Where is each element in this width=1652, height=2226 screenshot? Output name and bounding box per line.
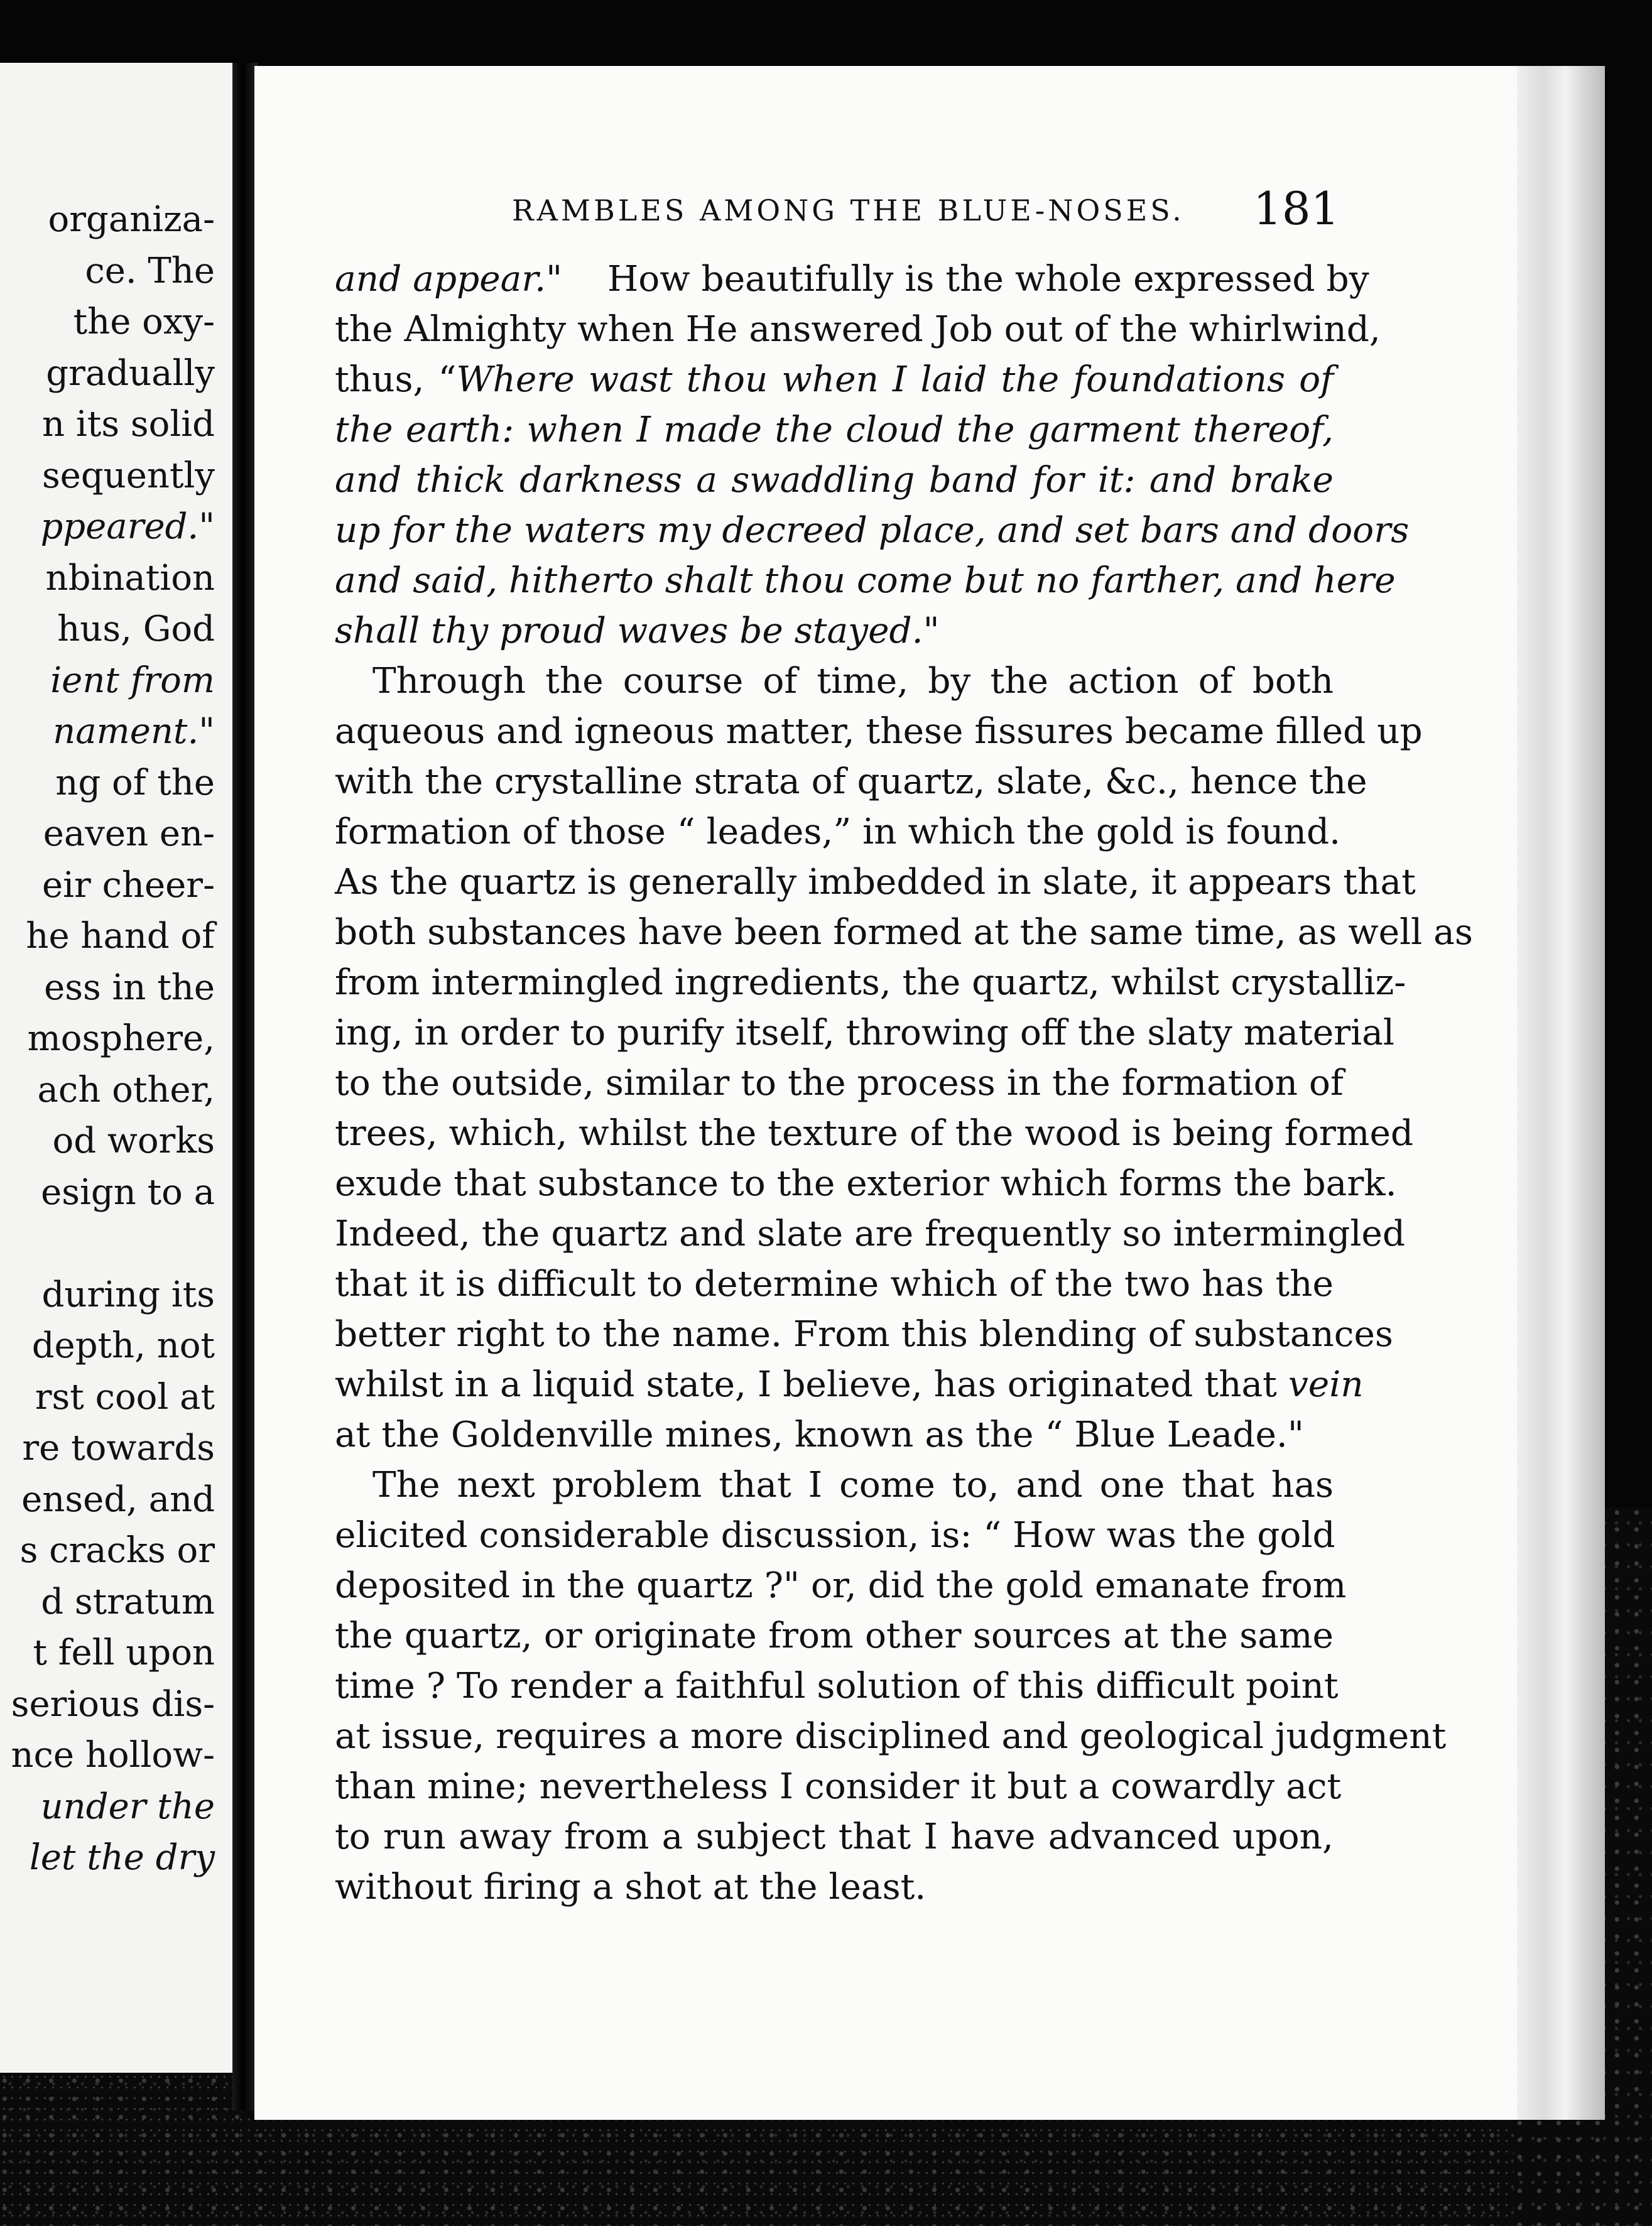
left-page-line: ensed, and — [21, 1479, 215, 1520]
text-line — [335, 1360, 1364, 1410]
text-line: time ? To render a faithful solution of this difficult point — [335, 1666, 1339, 1707]
left-page — [0, 63, 232, 2073]
left-page-line: od works — [52, 1121, 215, 1161]
left-page-line: he hand of — [26, 916, 215, 957]
page-number: 181 — [1253, 182, 1340, 235]
text-line: formation of those “ leades,” in which the gold is found. — [335, 812, 1341, 852]
left-page-line: nament." — [53, 711, 215, 752]
text-line: and said, hitherto shalt thou come but no farther, and here — [335, 560, 1396, 601]
text-line: that it is difficult to determine which of the two has the — [335, 1264, 1334, 1305]
text-line: As the quartz is generally imbedded in slate, it appears that — [335, 862, 1416, 903]
italic-phrase: and appear." — [335, 259, 563, 300]
left-page-line: t fell upon — [33, 1632, 215, 1673]
page-header — [254, 182, 1605, 235]
paragraph-1 — [335, 254, 1410, 656]
text-line: from intermingled ingredients, the quartz, whilst crystalliz- — [335, 962, 1406, 1003]
italic-word: vein — [1288, 1364, 1364, 1405]
text-line: at the Goldenville mines, known as the “ Blue Leade." — [335, 1414, 1304, 1455]
left-page-line: rst cool at — [35, 1376, 215, 1418]
left-page-line: let the dry — [29, 1837, 215, 1878]
text-line: the quartz, or originate from other sources at the same — [335, 1615, 1334, 1656]
text-line: at issue, requires a more disciplined and geological judgment — [335, 1716, 1447, 1757]
text-run: whilst in a liquid state, I believe, has originated that — [335, 1364, 1277, 1405]
text-line: both substances have been formed at the same time, as well as — [335, 912, 1473, 953]
text-line: Through the course of time, by the action of both — [372, 661, 1334, 702]
left-page-line: nce hollow- — [11, 1735, 215, 1776]
left-page-line: mosphere, — [27, 1018, 215, 1059]
left-page-line: nbination — [45, 557, 215, 599]
text-line: and thick darkness a swaddling band for it: and brake — [335, 460, 1334, 501]
text-line: better right to the name. From this blending of substances — [335, 1314, 1393, 1355]
body-text — [335, 254, 1473, 1913]
left-page-line: n its solid — [42, 404, 215, 445]
text-line: up for the waters my decreed place, and set bars and doors — [335, 510, 1410, 551]
text-line: The next problem that I come to, and one that has — [372, 1465, 1334, 1506]
text-line: trees, which, whilst the texture of the wood is being formed — [335, 1113, 1414, 1154]
paragraph-3 — [335, 1460, 1447, 1913]
left-page-line: under the — [40, 1786, 215, 1827]
text-line — [335, 355, 1334, 405]
left-page-line: re towards — [22, 1428, 215, 1469]
left-page-line: ient from — [50, 660, 215, 701]
text-line: exude that substance to the exterior which forms the bark. — [335, 1163, 1397, 1204]
left-page-line: hus, God — [57, 609, 215, 649]
text-line: shall thy proud waves be stayed." — [335, 611, 940, 651]
left-page-line: esign to a — [41, 1171, 215, 1213]
paragraph-2 — [335, 656, 1473, 1460]
left-page-line: d stratum — [41, 1581, 215, 1622]
left-page-line: serious dis- — [11, 1683, 215, 1725]
text-line: Indeed, the quartz and slate are frequently so intermingled — [335, 1213, 1405, 1254]
book-gutter — [232, 63, 258, 2110]
text-line: elicited considerable discussion, is: “ How was the gold — [335, 1515, 1335, 1556]
text-line: aqueous and igneous matter, these fissures became filled up — [335, 711, 1423, 752]
left-page-line: ng of the — [55, 762, 215, 803]
left-page-line: sequently — [41, 455, 215, 496]
left-page-line: depth, not — [31, 1325, 215, 1366]
text-line: with the crystalline strata of quartz, slate, &c., hence the — [335, 761, 1367, 802]
text-line: deposited in the quartz ?" or, did the gold emanate from — [335, 1565, 1347, 1606]
text-line: ing, in order to purify itself, throwing off the slaty material — [335, 1013, 1394, 1053]
text-run: thus, “ — [335, 359, 457, 400]
left-page-line: ach other, — [37, 1069, 215, 1110]
left-page-line: s cracks or — [19, 1530, 215, 1571]
italic-phrase: Where wast thou when I laid the foundations of — [456, 359, 1334, 400]
left-page-line: eaven en- — [43, 813, 215, 854]
left-page-line: during its — [41, 1274, 215, 1315]
text-run: How beautifully is the whole expressed by — [607, 259, 1369, 300]
left-page-line: the oxy- — [73, 301, 215, 342]
text-line — [335, 254, 1369, 305]
text-line: than mine; nevertheless I consider it but a cowardly act — [335, 1766, 1342, 1807]
text-line: to run away from a subject that I have advanced upon, — [335, 1816, 1334, 1857]
left-page-line: ess in the — [44, 967, 215, 1008]
left-page-line: ce. The — [85, 250, 215, 291]
text-line: to the outside, similar to the process in the formation of — [335, 1063, 1344, 1104]
right-page — [254, 66, 1605, 2120]
left-page-line: eir cheer- — [41, 864, 215, 906]
running-head: RAMBLES AMONG THE BLUE-NOSES. — [512, 193, 1185, 227]
left-page-line: gradually — [46, 352, 215, 394]
left-page-line: ppeared." — [40, 506, 215, 547]
page-edge — [1517, 66, 1605, 2120]
left-page-line: organiza- — [48, 199, 215, 240]
text-line: the earth: when I made the cloud the garment thereof, — [335, 410, 1334, 450]
text-line: without firing a shot at the least. — [335, 1867, 927, 1908]
text-line: the Almighty when He answered Job out of the whirlwind, — [335, 309, 1381, 350]
